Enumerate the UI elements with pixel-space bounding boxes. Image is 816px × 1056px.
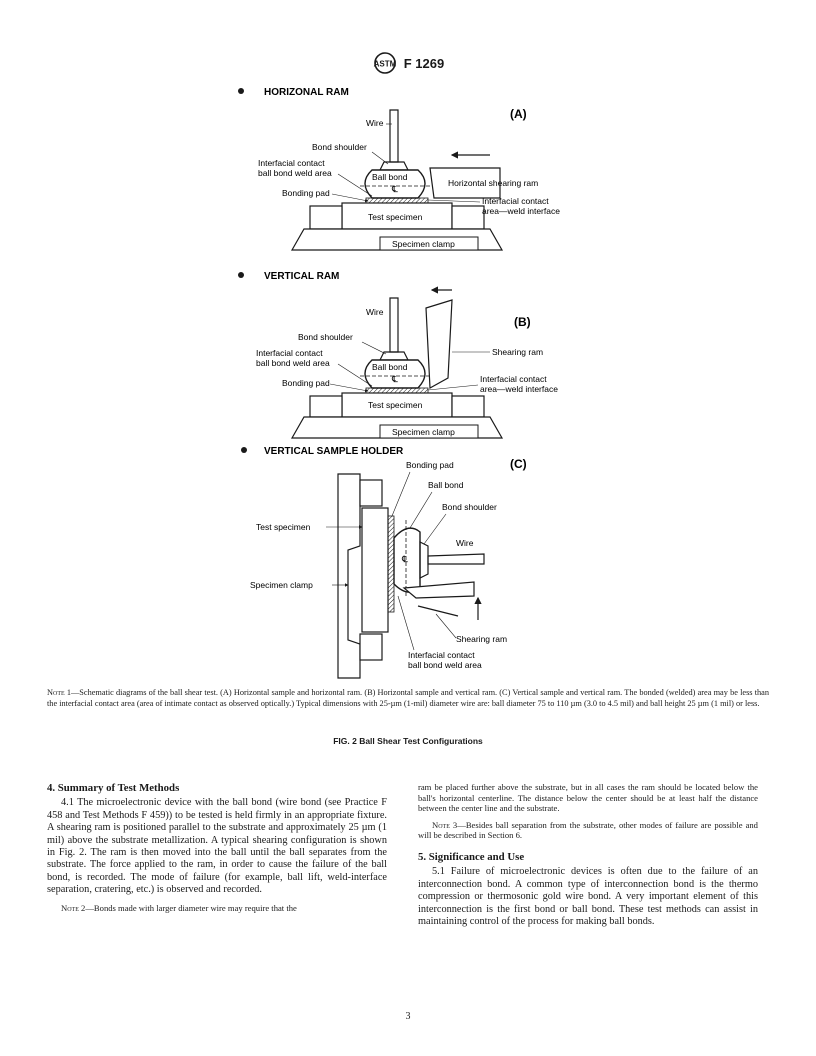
label-weld-2: area—weld interface [482,206,560,216]
label-centerline: ℄ [402,554,408,564]
label-interfacial-1: Interfacial contact [408,650,475,660]
bonding-pad-shape [366,198,428,203]
note-2-text: —Bonds made with larger diameter wire may require that the [85,902,297,913]
panel-b-title: VERTICAL RAM [264,271,340,282]
label-ball-bond: Ball bond [372,362,408,372]
wire-shape [390,298,398,352]
svg-text:ASTM: ASTM [373,59,397,69]
specimen-clamp-shape [338,474,360,678]
label-test-specimen: Test specimen [256,522,311,532]
note-1-text: —Schematic diagrams of the ball shear test. (A) Horizontal sample and horizontal ram. (B) Horizontal sample and vertical ram. (C) Vertical sample and vertical ram. The bonded (welded) area may be less than the interfacial contact area (area of intimate contact as observed optically.) Typical dimensions with 25-µm (1-mil) diameter wire are: ball diameter 75 to 110 µm (3.0 to 4.5 mil) and ball height 25 µm (1 mil) or less. [47,688,769,708]
test-specimen-shape [362,508,388,632]
panel-c-title: VERTICAL SAMPLE HOLDER [264,446,404,457]
panel-c-tag: (C) [510,457,527,471]
panel-a-title: HORIZONAL RAM [264,87,349,98]
label-interfacial-1: Interfacial contact [256,348,323,358]
label-bond-shoulder: Bond shoulder [298,332,353,342]
bond-shoulder-shape [420,542,428,578]
label-centerline: ℄ [392,184,398,194]
wire-shape [390,110,398,162]
figure-diagram [220,80,600,680]
document-id: F 1269 [403,55,445,71]
label-bonding-pad: Bonding pad [282,188,330,198]
bullet-icon [238,88,244,94]
section-4-1-paragraph: 4.1 The microelectronic device with the ball bond (wire bond (see Practice F 458 and Test Methods F 459)) to be tested is held firmly in an appropriate fixture. A shearing ram is positioned parallel to the substrate and approximately 25 µm (1 mil) above the substrate metallization. A typical shearing configuration is shown in Fig. 2. The ram is then moved into the ball until the ball separates from the substrate. The force applied to the ram, in order to cause the failure of the ball bond, is recorded. The mode of failure (for example, ball lift, weld-interface separation, cratering, etc.) is observed and recorded. [47,797,387,896]
astm-logo-icon [372,52,398,74]
label-specimen-clamp: Specimen clamp [392,239,455,249]
bonding-pad-shape [388,516,394,612]
note-2 [47,903,387,914]
page-header [0,52,816,74]
label-ram: Shearing ram [456,634,508,644]
label-test-specimen: Test specimen [368,212,423,222]
section-5-heading: 5. Significance and Use [418,850,525,863]
label-interfacial-2: ball bond weld area [258,168,332,178]
note-2-tag: Note 2 [61,902,86,913]
panel-b [238,271,558,438]
label-centerline: ℄ [392,374,398,384]
label-specimen-clamp: Specimen clamp [392,427,455,437]
label-interfacial-1: Interfacial contact [258,158,325,168]
label-interfacial-2: ball bond weld area [256,358,330,368]
right-column [418,782,758,934]
label-wire: Wire [456,538,474,548]
label-test-specimen: Test specimen [368,400,423,410]
shearing-ram-shape [426,300,452,388]
bullet-icon [238,272,244,278]
label-bonding-pad: Bonding pad [406,460,454,470]
label-ball-bond: Ball bond [428,480,464,490]
label-ball-bond: Ball bond [372,172,408,182]
label-specimen-clamp: Specimen clamp [250,580,313,590]
note-1-tag: Note 1 [47,688,71,697]
label-weld-2: area—weld interface [480,384,558,394]
label-wire: Wire [366,118,384,128]
wire-shape [428,554,484,564]
label-bonding-pad: Bonding pad [282,378,330,388]
bullet-icon [241,447,247,453]
figure-note-1 [47,688,769,709]
note-2-continued: ram be placed further above the substrate, but in all cases the ram should be located below the ball's horizontal centerline. The distance below the center should be at least half the distance between the center line and the substrate. [418,782,758,814]
label-bond-shoulder: Bond shoulder [442,502,497,512]
label-weld-1: Interfacial contact [480,374,547,384]
section-5-1-paragraph: 5.1 Failure of microelectronic devices is often due to the failure of an interconnection bond. A common type of interconnection bond is the thermo compression or thermosonic gold wire bond. A very important element of this interconnection is the first bond or ball bond. These test methods can assist in maintaining control of the process for making ball bonds. [418,866,758,927]
panel-c [241,446,527,678]
note-3-text: —Besides ball separation from the substrate, other modes of failure are possible and will be described in Section 6. [418,819,758,841]
panel-a-tag: (A) [510,107,527,121]
panel-a [238,87,560,250]
note-3-tag: Note 3 [432,819,458,830]
label-ram: Shearing ram [492,347,544,357]
label-ram: Horizontal shearing ram [448,178,539,188]
label-weld-1: Interfacial contact [482,196,549,206]
page-number: 3 [405,1011,411,1022]
panel-b-tag: (B) [514,315,531,329]
section-4-heading: 4. Summary of Test Methods [47,782,180,794]
note-3 [418,820,758,841]
bonding-pad-shape [366,388,428,393]
label-wire: Wire [366,307,384,317]
label-interfacial-2: ball bond weld area [408,660,482,670]
bond-shoulder-shape [380,162,408,170]
label-bond-shoulder: Bond shoulder [312,142,367,152]
figure-caption: FIG. 2 Ball Shear Test Configurations [333,736,483,746]
figure-ball-shear [220,80,600,680]
left-column [47,782,387,919]
